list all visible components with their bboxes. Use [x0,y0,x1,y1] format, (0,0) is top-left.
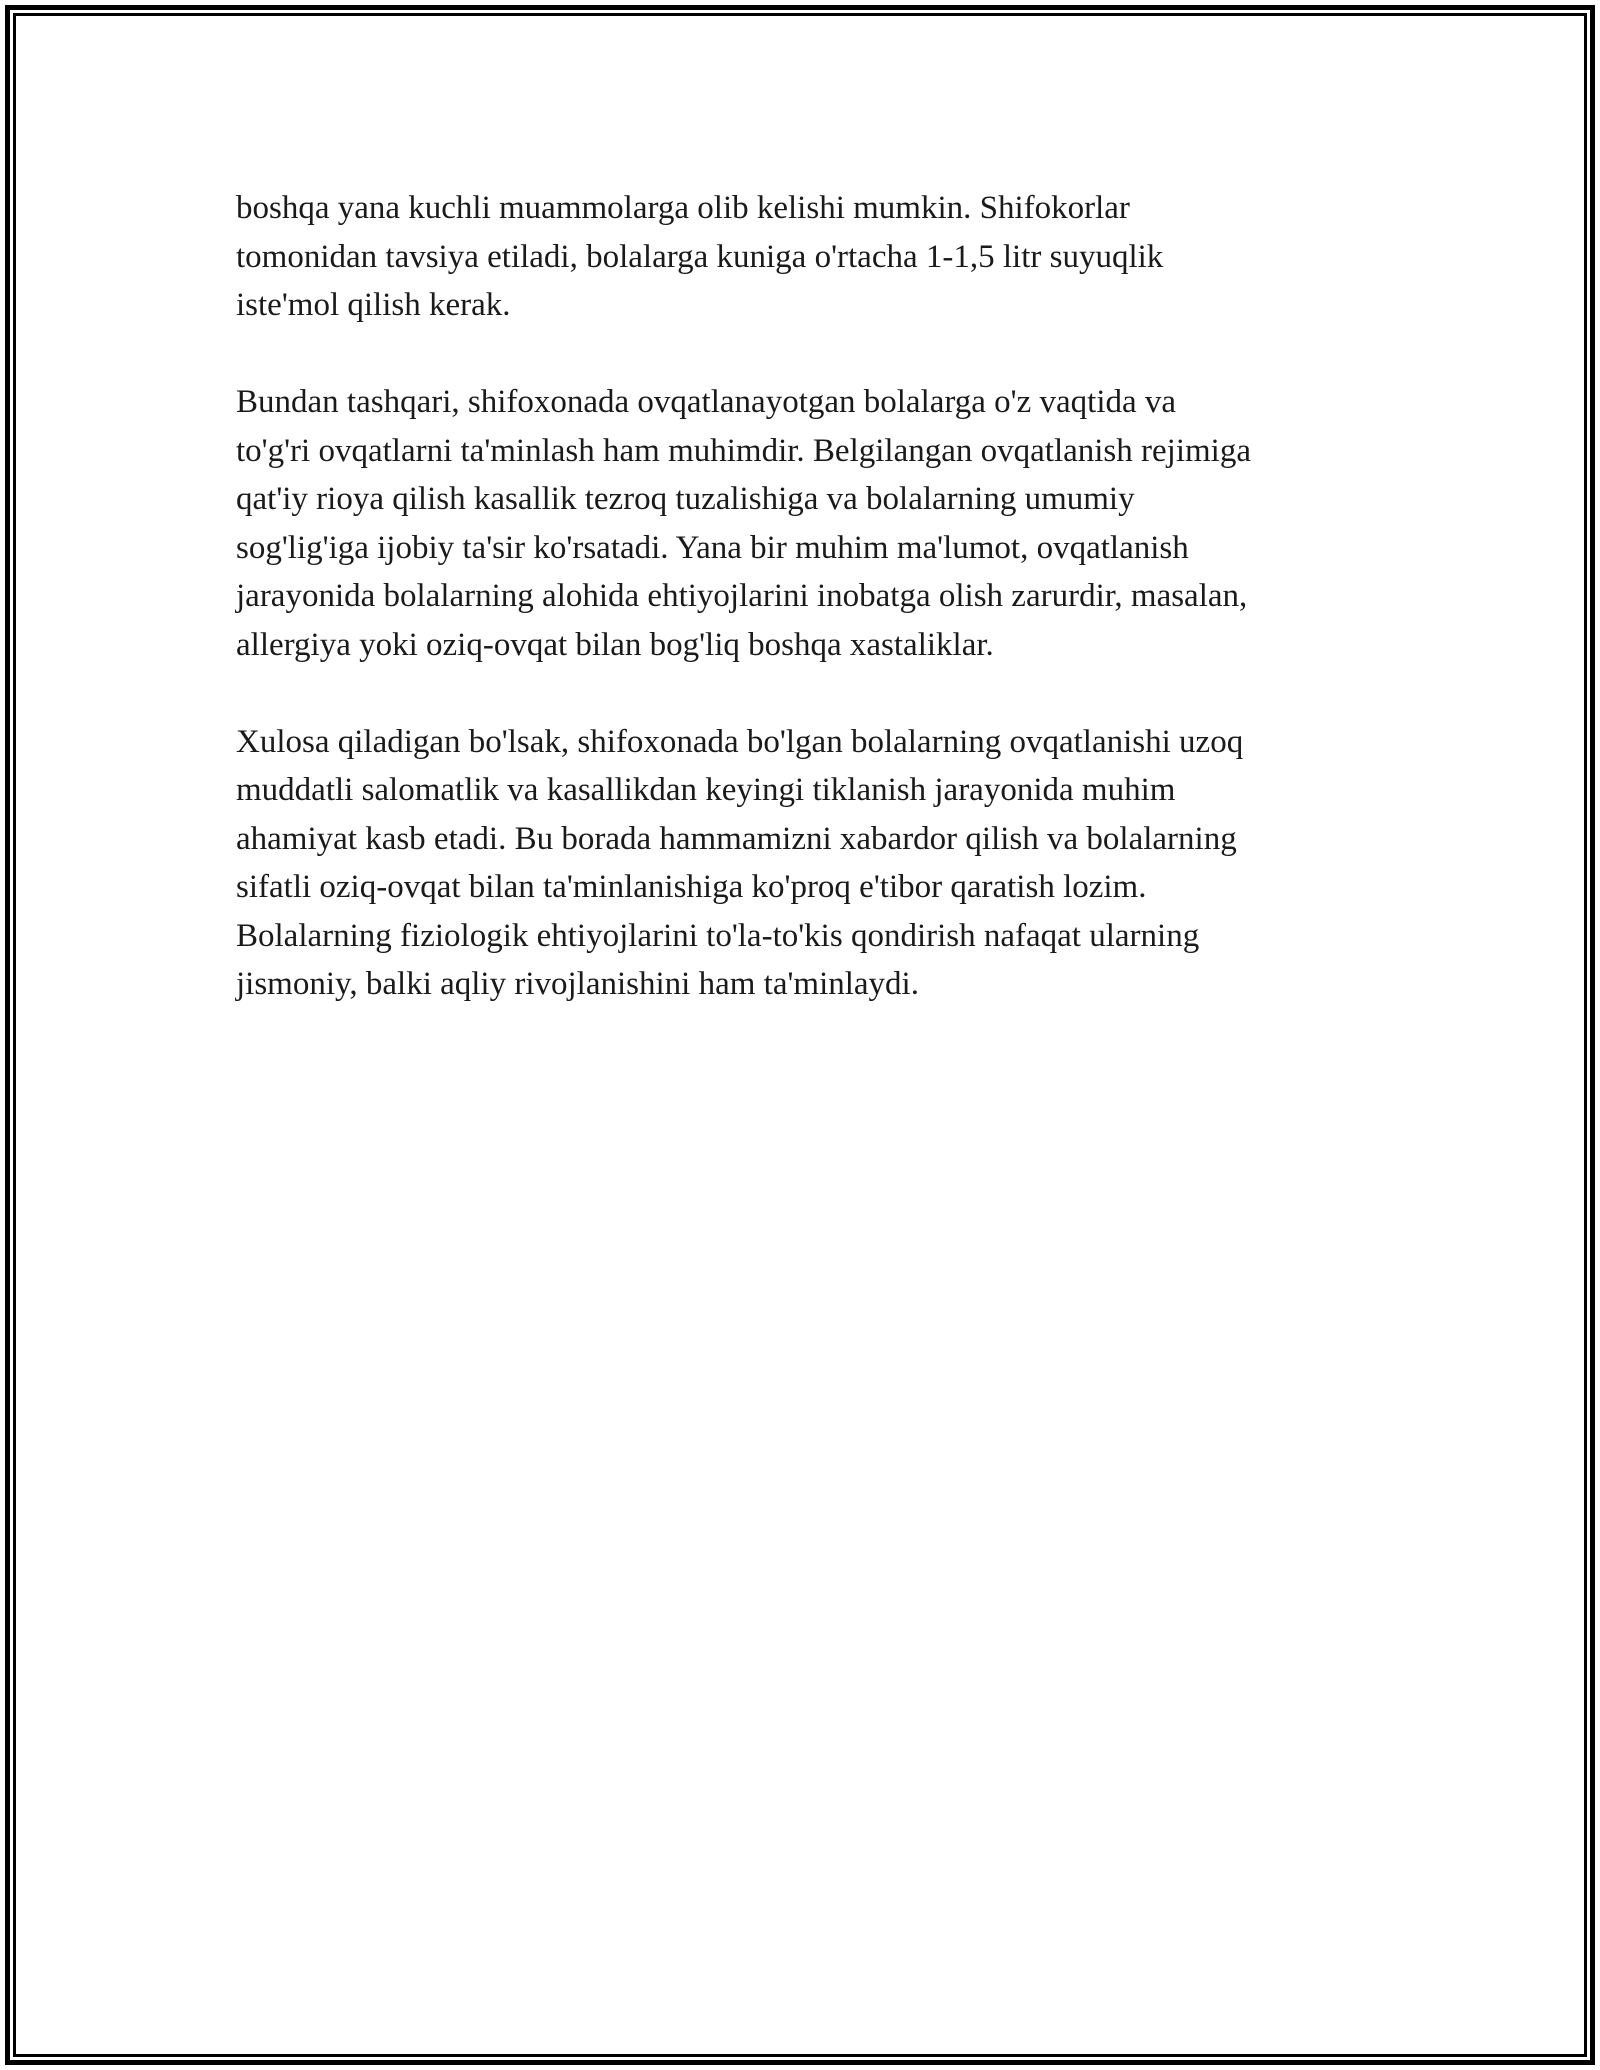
text-line: Bundan tashqari, shifoxonada ovqatlanayotgan bolalarga o'z vaqtida va [236,384,1177,420]
text-line: Xulosa qiladigan bo'lsak, shifoxonada bo'lgan bolalarning ovqatlanishi uzoq [236,723,1244,760]
text-line: Bolalarning fiziologik ehtiyojlarini to'la-to'kis qondirish nafaqat ularning [236,917,1200,954]
text-line: allergiya yoki oziq-ovqat bilan bog'liq boshqa xastaliklar. [236,626,994,663]
text-line: to'g'ri ovqatlarni ta'minlash ham muhimdir. Belgilangan ovqatlanish rejimiga [236,432,1251,469]
text-line: iste'mol qilish kerak. [236,287,511,323]
text-line: boshqa yana kuchli muammolarga olib kelishi mumkin. Shifokorlar [236,190,1130,226]
paragraph-3 [236,718,1386,1009]
text-line: jismoniy, balki aqliy rivojlanishini ham ta'minlaydi. [236,966,919,1002]
text-line: sifatli oziq-ovqat bilan ta'minlanishiga ko'proq e'tibor qaratish lozim. [236,869,1147,905]
text-line: tomonidan tavsiya etiladi, bolalarga kuniga o'rtacha 1-1,5 litr suyuqlik [236,238,1164,275]
text-line: qat'iy rioya qilish kasallik tezroq tuzalishiga va bolalarning umumiy [236,481,1135,517]
paragraph-1 [236,184,1386,330]
text-line: muddatli salomatlik va kasallikdan keyingi tiklanish jarayonida muhim [236,772,1176,808]
text-line: jarayonida bolalarning alohida ehtiyojlarini inobatga olish zarurdir, masalan, [236,578,1248,614]
document-body [236,184,1386,1057]
text-line: ahamiyat kasb etadi. Bu borada hammamizni xabardor qilish va bolalarning [236,820,1237,857]
paragraph-2 [236,378,1386,669]
text-line: sog'lig'iga ijobiy ta'sir ko'rsatadi. Yana bir muhim ma'lumot, ovqatlanish [236,529,1189,566]
